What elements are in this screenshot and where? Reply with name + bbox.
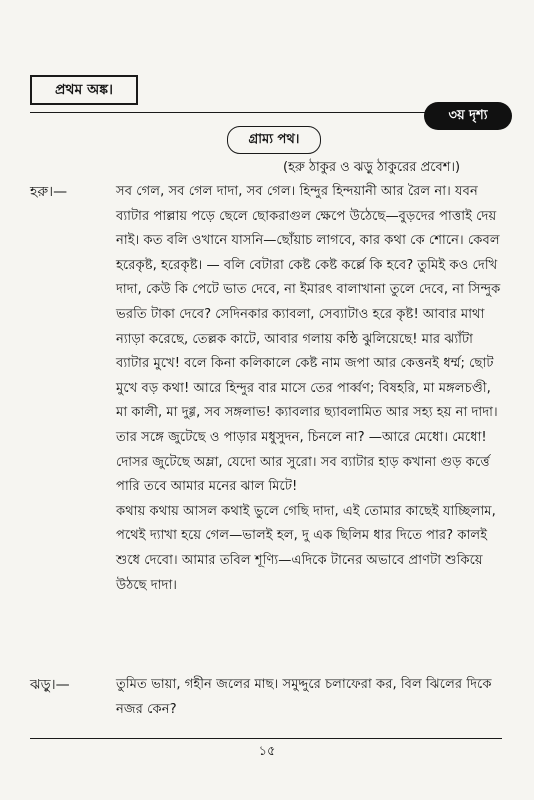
dialogue-block-jharu [116,673,506,722]
footer-rule [30,738,502,739]
scene-label: ৩য় দৃশ্য [424,102,512,130]
place-label: গ্রাম্য পথ। [227,126,321,154]
dialogue-block-haru [116,180,506,598]
dialogue-paragraph: তুমিত ভায়া, গহীন জলের মাছ। সমুদ্দুরে চলাফেরা কর, বিল ঝিলের দিকে নজর কেন? [116,677,492,717]
stage-direction: (হরু ঠাকুর ও ঝড়ু ঠাকুরের প্রবেশ।) [283,160,461,175]
speaker-label-haru: হরু।— [30,184,68,200]
act-heading: প্রথম অঙ্ক। [30,75,138,105]
dialogue-paragraph: কথায় কথায় আসল কথাই ভুলে গেছি দাদা, এই তোমার কাছেই যাচ্ছিলাম, পথেই দ্যাখা হয়ে গেল—ভালই হল, দু এক ছিলিম ধার দিতে পার? কালই শুধে দেবো। আমার তবিল শূণ্যি—এদিকে টানের অভাবে প্রাণটা শুকিয়ে উঠছে দাদা। [116,503,496,593]
page-number: ১৫ [258,744,276,759]
speaker-label-jharu: ঝড়ু।— [30,677,70,693]
dialogue-paragraph: সব গেল, সব গেল দাদা, সব গেল। হিন্দুর হিন্দয়ানী আর রৈল না। যবন ব্যাটার পাল্লায় পড়ে ছেলে ছোকরাগুল ক্ষেপে উঠেছে—বুড়দের পাত্তাই দেয় নাই। কত বলি ওখানে যাসনি—ছোঁয়াচ লাগবে, কার কথা কে শোনে। কেবল হরেকৃষ্ট, হরেকৃষ্ট। — বলি বেটারা কেষ্ট কেষ্ট কর্ল্লে কি হবে? তুমিই কও দেখি দাদা, কেউ কি পেটে ভাত দেবে, না ইমারৎ বালাখানা তুলে দেবে, না সিন্দুক ভরতি টাকা দেবে? সেদিনকার ক্যাবলা, সেব্যাটাও হরে কৃষ্ট! আবার মাথা ন্যাড়া করেছে, তেল্লক কাটে, আবার গলায় কন্ঠি ঝুলিয়েছে! মার ঝ্যাঁটা ব্যাটার মুখে! বলে কিনা কলিকালে কেষ্ট নাম জপা আর কেত্তনই ধর্ম্ম; ছোট মুখে বড় কথা! আরে হিন্দুর বার মাসে তের পার্ব্বণ; বিষহরি, মা মঙ্গলচণ্ডী, মা কালী, মা দুগ্গ, সব সঙ্গলাভ! ক্যাবলার ছ্যাবলামিত আর সহ্য হয় না দাদা। তার সঙ্গে জুটেছে ও পাড়ার মধুসুদন, চিনলে না? —আরে মেধো। মেধো! দোসর জুটেছে অম্লা, যেদো আর সুরো। সব ব্যাটার হাড় কখানা গুড় কর্ত্তে পারি তবে আমার মনের ঝাল মিটে! [116,184,501,495]
